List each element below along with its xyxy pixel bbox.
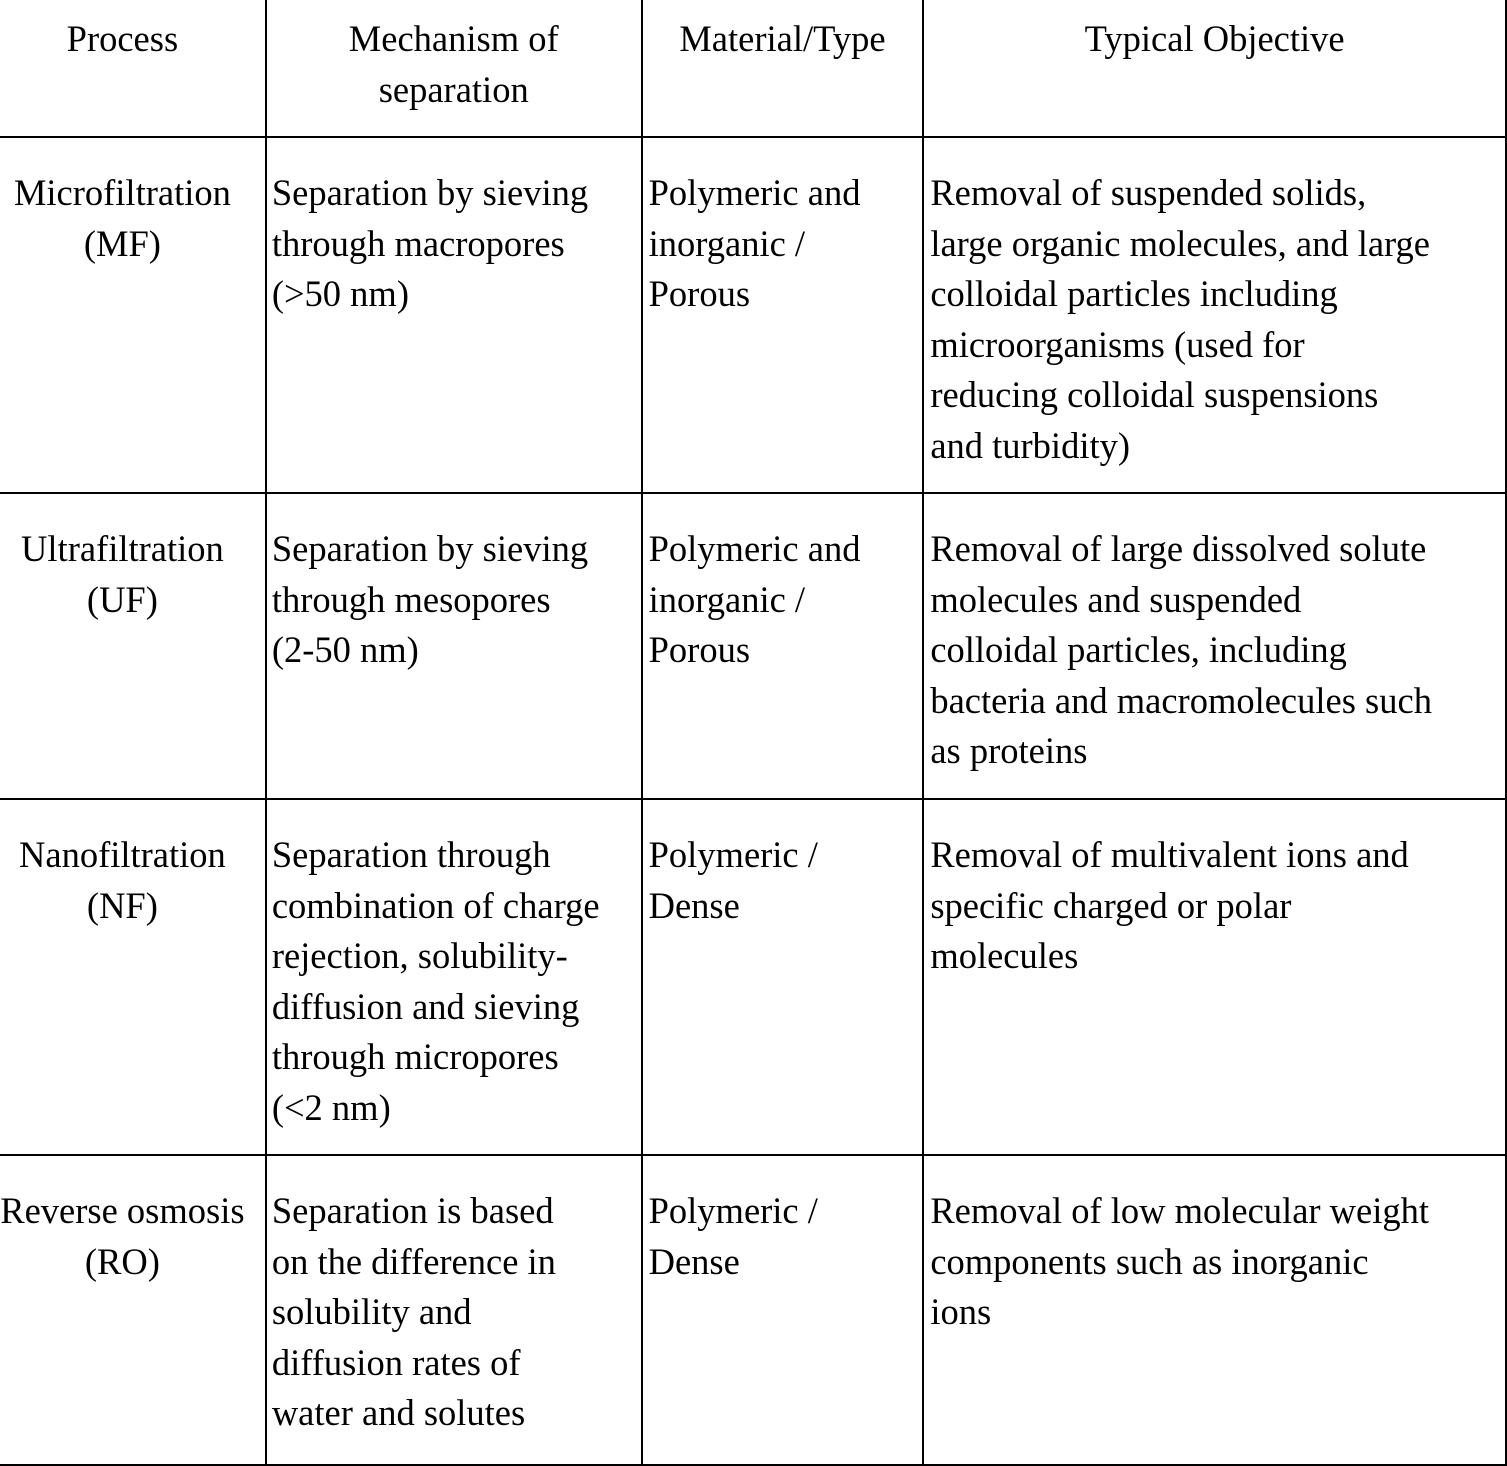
cell-mechanism: Separation is based on the difference in solubility and diffusion rates of water and solutes	[266, 1155, 642, 1465]
cell-objective: Removal of suspended solids, large organic molecules, and large colloidal particles including microorganisms (used for reducing colloidal suspensions and turbidity)	[923, 137, 1506, 493]
cell-mechanism: Separation by sieving through macropores (>50 nm)	[266, 137, 642, 493]
cell-mechanism: Separation by sieving through mesopores (2-50 nm)	[266, 493, 642, 799]
cell-process: Ultrafiltration (UF)	[0, 493, 266, 799]
cell-material: Polymeric and inorganic / Porous	[642, 137, 924, 493]
cell-material: Polymeric / Dense	[642, 799, 924, 1155]
header-material: Material/Type	[642, 0, 924, 137]
header-objective: Typical Objective	[923, 0, 1506, 137]
cell-process: Nanofiltration (NF)	[0, 799, 266, 1155]
table-row	[0, 493, 1506, 799]
cell-objective: Removal of large dissolved solute molecules and suspended colloidal particles, including bacteria and macromolecules such as proteins	[923, 493, 1506, 799]
table-row	[0, 799, 1506, 1155]
cell-process: Microfiltration (MF)	[0, 137, 266, 493]
cell-objective: Removal of low molecular weight components such as inorganic ions	[923, 1155, 1506, 1465]
cell-mechanism: Separation through combination of charge rejection, solubility- diffusion and sieving through micropores (<2 nm)	[266, 799, 642, 1155]
cell-material: Polymeric and inorganic / Porous	[642, 493, 924, 799]
header-process: Process	[0, 0, 266, 137]
table-row	[0, 1155, 1506, 1465]
cell-objective: Removal of multivalent ions and specific charged or polar molecules	[923, 799, 1506, 1155]
cell-process: Reverse osmosis (RO)	[0, 1155, 266, 1465]
header-mechanism: Mechanism of separation	[266, 0, 642, 137]
header-row	[0, 0, 1506, 137]
table-row	[0, 137, 1506, 493]
cell-material: Polymeric / Dense	[642, 1155, 924, 1465]
